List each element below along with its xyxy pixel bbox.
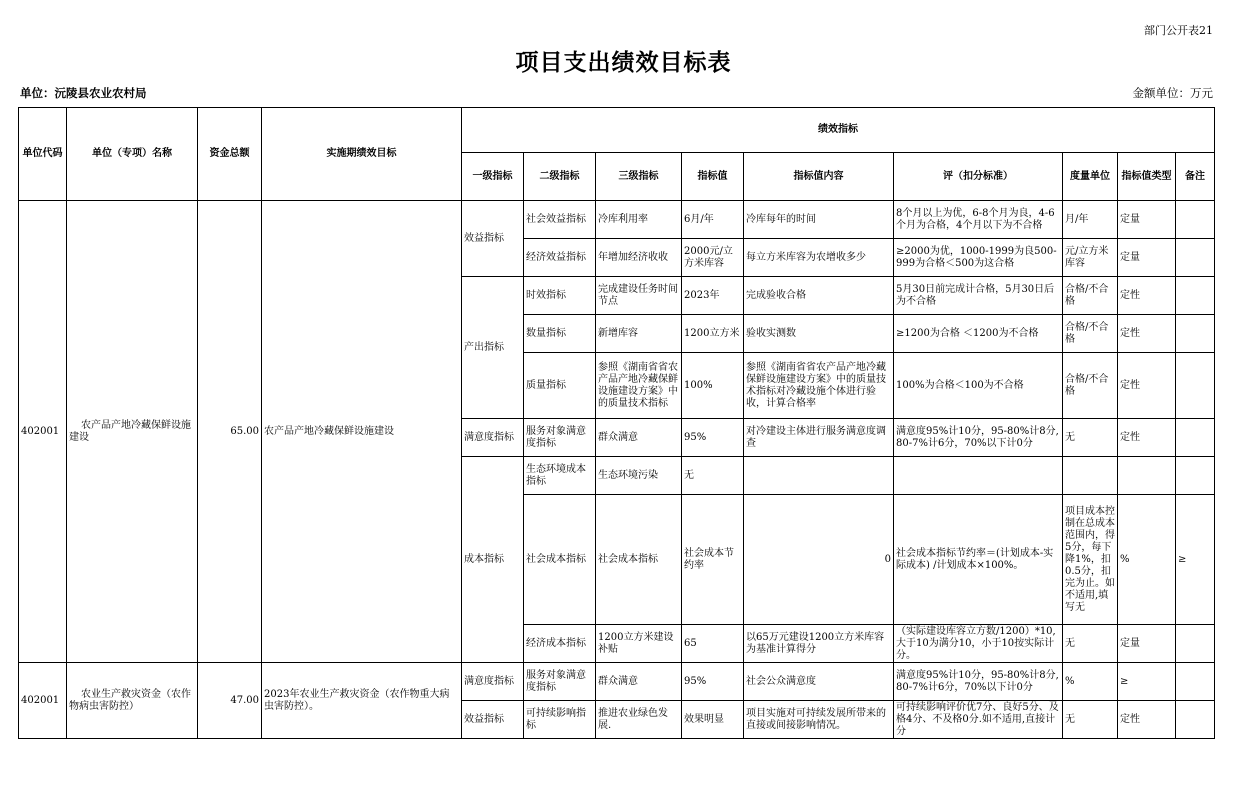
scoring-cell: 5月30日前完成计合格，5月30日后为不合格	[894, 277, 1063, 315]
level2-cell: 经济成本指标	[524, 625, 596, 663]
remark-cell	[1176, 315, 1215, 353]
level3-cell: 生态环境污染	[596, 457, 682, 495]
measure-unit-cell	[1063, 457, 1118, 495]
header-total-funds: 资金总额	[198, 108, 262, 201]
measure-unit-cell: 月/年	[1063, 201, 1118, 239]
level1-cell: 满意度指标	[462, 663, 524, 701]
level3-cell: 1200立方米建设补贴	[596, 625, 682, 663]
content-cell: 参照《湖南省省农产品产地冷藏保鲜设施建设方案》中的质量技术指标对冷藏设施个体进行验收，计算合格率	[744, 353, 894, 419]
remark-cell	[1176, 201, 1215, 239]
value-type-cell: 定性	[1118, 277, 1176, 315]
unit-code-cell: 402001	[19, 663, 67, 739]
header-level1: 一级指标	[462, 153, 524, 201]
measure-unit-cell: 元/立方米库容	[1063, 239, 1118, 277]
form-number: 部门公开表21	[1144, 24, 1213, 37]
value-type-cell: 定性	[1118, 701, 1176, 739]
value-type-cell: 定性	[1118, 315, 1176, 353]
value-cell: 1200立方米	[682, 315, 744, 353]
level2-cell: 经济效益指标	[524, 239, 596, 277]
header-level3: 三级指标	[596, 153, 682, 201]
content-cell: 冷库每年的时间	[744, 201, 894, 239]
remark-cell	[1176, 277, 1215, 315]
measure-unit-cell: 无	[1063, 625, 1118, 663]
value-type-cell: 定量	[1118, 239, 1176, 277]
value-cell: 2000元/立方米库容	[682, 239, 744, 277]
level2-cell: 服务对象满意度指标	[524, 419, 596, 457]
level2-cell: 数量指标	[524, 315, 596, 353]
table-row	[19, 201, 1215, 239]
value-cell: 65	[682, 625, 744, 663]
remark-cell	[1176, 701, 1215, 739]
level2-cell: 时效指标	[524, 277, 596, 315]
value-type-cell: %	[1118, 495, 1176, 625]
measure-unit-cell: 无	[1063, 701, 1118, 739]
value-type-cell: 定量	[1118, 625, 1176, 663]
header-remark: 备注	[1176, 153, 1215, 201]
level2-cell: 社会效益指标	[524, 201, 596, 239]
measure-unit-cell: 合格/不合格	[1063, 315, 1118, 353]
scoring-cell: ≥2000为优，1000-1999为良500-999为合格＜500为这合格	[894, 239, 1063, 277]
measure-unit-cell: 无	[1063, 419, 1118, 457]
remark-cell	[1176, 239, 1215, 277]
value-cell: 95%	[682, 419, 744, 457]
scoring-cell: （实际建设库容立方数/1200）*10,大于10为满分10，小于10按实际计分。	[894, 625, 1063, 663]
level2-cell: 可持续影响指标	[524, 701, 596, 739]
measure-unit-cell: 项目成本控制在总成本范围内，得5分，每下降1%，扣0.5分，扣完为止。如不适用,填写无	[1063, 495, 1118, 625]
page-title: 项目支出绩效目标表	[515, 50, 732, 76]
value-cell: 100%	[682, 353, 744, 419]
level3-cell: 社会成本指标	[596, 495, 682, 625]
content-cell: 项目实施对可持续发展所带来的直接或间接影响情况。	[744, 701, 894, 739]
content-cell: 对冷建设主体进行服务满意度调查	[744, 419, 894, 457]
value-cell: 6月/年	[682, 201, 744, 239]
level3-cell: 完成建设任务时间节点	[596, 277, 682, 315]
money-unit: 金额单位：万元	[1132, 86, 1213, 100]
measure-unit-cell: 合格/不合格	[1063, 353, 1118, 419]
value-type-cell	[1118, 457, 1176, 495]
goal-cell: 农产品产地冷藏保鲜设施建设	[262, 201, 462, 663]
scoring-cell: 满意度95%计10分，95-80%计8分,80-7%计6分，70%以下计0分	[894, 419, 1063, 457]
remark-cell	[1176, 663, 1215, 701]
level1-cell: 成本指标	[462, 457, 524, 663]
scoring-cell: ≥1200为合格 ＜1200为不合格	[894, 315, 1063, 353]
content-cell: 完成验收合格	[744, 277, 894, 315]
value-cell: 社会成本节约率	[682, 495, 744, 625]
value-type-cell: 定性	[1118, 419, 1176, 457]
content-cell: 每立方米库容为农增收多少	[744, 239, 894, 277]
performance-table	[18, 107, 1215, 739]
remark-cell: ≥	[1176, 495, 1215, 625]
level1-cell: 产出指标	[462, 277, 524, 419]
content-cell: 以65万元建设1200立方米库容为基准计算得分	[744, 625, 894, 663]
value-cell: 无	[682, 457, 744, 495]
goal-cell: 2023年农业生产救灾资金（农作物重大病虫害防控）。	[262, 663, 462, 739]
content-cell: 社会公众满意度	[744, 663, 894, 701]
value-cell: 效果明显	[682, 701, 744, 739]
table-row	[19, 663, 1215, 701]
scoring-cell: 社会成本指标节约率＝(计划成本-实际成本) /计划成本×100%。	[894, 495, 1063, 625]
remark-cell	[1176, 419, 1215, 457]
header-scoring: 评（扣分标准）	[894, 153, 1063, 201]
measure-unit-cell: %	[1063, 663, 1118, 701]
level1-cell: 效益指标	[462, 201, 524, 277]
content-cell: 0	[744, 495, 894, 625]
level1-cell: 满意度指标	[462, 419, 524, 457]
level3-cell: 推进农业绿色发展.	[596, 701, 682, 739]
amount-cell: 47.00	[198, 663, 262, 739]
level3-cell: 新增库容	[596, 315, 682, 353]
header-value-type: 指标值类型	[1118, 153, 1176, 201]
header-unit-name: 单位（专项）名称	[67, 108, 198, 201]
scoring-cell: 8个月以上为优，6-8个月为良，4-6个月为合格，4个月以下为不合格	[894, 201, 1063, 239]
header-goal: 实施期绩效目标	[262, 108, 462, 201]
unit-code-cell: 402001	[19, 201, 67, 663]
level3-cell: 年增加经济收收	[596, 239, 682, 277]
content-cell: 验收实测数	[744, 315, 894, 353]
scoring-cell: 100%为合格＜100为不合格	[894, 353, 1063, 419]
value-type-cell: 定量	[1118, 201, 1176, 239]
scoring-cell: 满意度95%计10分，95-80%计8分,80-7%计6分，70%以下计0分	[894, 663, 1063, 701]
level1-cell: 效益指标	[462, 701, 524, 739]
unit-name-cell: 农业生产救灾资金（农作物病虫害防控）	[67, 663, 198, 739]
department-unit: 单位：沅陵县农业农村局	[20, 86, 147, 100]
level2-cell: 生态环境成本指标	[524, 457, 596, 495]
level2-cell: 服务对象满意度指标	[524, 663, 596, 701]
value-type-cell: ≥	[1118, 663, 1176, 701]
header-measure-unit: 度量单位	[1063, 153, 1118, 201]
header-unit-code: 单位代码	[19, 108, 67, 201]
content-cell	[744, 457, 894, 495]
amount-cell: 65.00	[198, 201, 262, 663]
measure-unit-cell: 合格/不合格	[1063, 277, 1118, 315]
level2-cell: 质量指标	[524, 353, 596, 419]
unit-name-cell: 农产品产地冷藏保鲜设施建设	[67, 201, 198, 663]
header-performance: 绩效指标	[462, 108, 1215, 153]
level2-cell: 社会成本指标	[524, 495, 596, 625]
remark-cell	[1176, 353, 1215, 419]
level3-cell: 群众满意	[596, 663, 682, 701]
header-content: 指标值内容	[744, 153, 894, 201]
value-type-cell: 定性	[1118, 353, 1176, 419]
level3-cell: 参照《湖南省省农产品产地冷藏保鲜设施建设方案》中的质量技术指标	[596, 353, 682, 419]
scoring-cell	[894, 457, 1063, 495]
value-cell: 95%	[682, 663, 744, 701]
header-value: 指标值	[682, 153, 744, 201]
header-level2: 二级指标	[524, 153, 596, 201]
level3-cell: 冷库利用率	[596, 201, 682, 239]
scoring-cell: 可持续影响评价优7分、良好5分、及格4分、不及格0分.如不适用,直接计分	[894, 701, 1063, 739]
value-cell: 2023年	[682, 277, 744, 315]
remark-cell	[1176, 457, 1215, 495]
level3-cell: 群众满意	[596, 419, 682, 457]
remark-cell	[1176, 625, 1215, 663]
